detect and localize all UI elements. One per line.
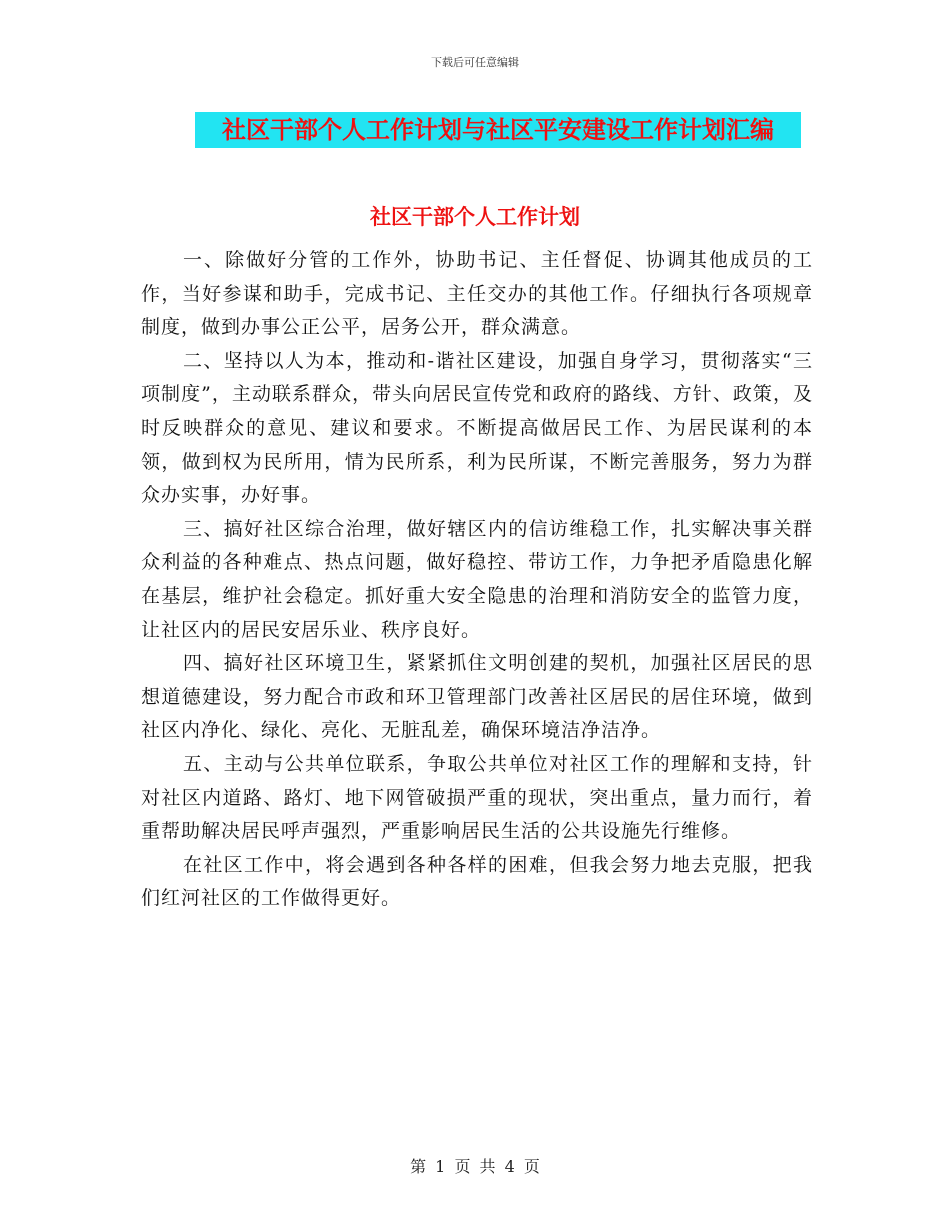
section-title: 社区干部个人工作计划 — [370, 204, 580, 229]
paragraph-3: 三、搞好社区综合治理，做好辖区内的信访维稳工作，扎实解决事关群众利益的各种难点、热点问题，做好稳控、带访工作，力争把矛盾隐患化解在基层，维护社会稳定。抓好重大安全隐患的治理和消防安全的监管力度，让社区内的居民安居乐业、秩序良好。 — [141, 517, 813, 641]
main-title: 社区干部个人工作计划与社区平安建设工作计划汇编 — [222, 115, 774, 144]
page-number: 第 1 页 共 4 页 — [410, 1157, 540, 1176]
paragraph-5: 五、主动与公共单位联系，争取公共单位对社区工作的理解和支持，针对社区内道路、路灯、地下网管破损严重的现状，突出重点，量力而行，着重帮助解决居民呼声强烈，严重影响居民生活的公共设施先行维修。 — [141, 752, 813, 843]
paragraph-6: 在社区工作中，将会遇到各种各样的困难，但我会努力地去克服，把我们红河社区的工作做得更好。 — [141, 853, 813, 910]
paragraph-1: 一、除做好分管的工作外，协助书记、主任督促、协调其他成员的工作，当好参谋和助手，完成书记、主任交办的其他工作。仔细执行各项规章制度，做到办事公正公平，居务公开，群众满意。 — [141, 249, 813, 339]
paragraph-2: 二、坚持以人为本，推动和-谐社区建设，加强自身学习，贯彻落实“三项制度”，主动联系群众，带头向居民宣传党和政府的路线、方针、政策，及时反映群众的意见、建议和要求。不断提高做居民工作、为居民谋利的本领，做到权为民所用，情为民所系，利为民所谋，不断完善服务，努力为群众办实事，办好事。 — [141, 349, 813, 507]
paragraph-4: 四、搞好社区环境卫生，紧紧抓住文明创建的契机，加强社区居民的思想道德建设，努力配合市政和环卫管理部门改善社区居民的居住环境，做到社区内净化、绿化、亮化、无脏乱差，确保环境洁净洁净。 — [141, 652, 813, 742]
header-note: 下载后可任意编辑 — [431, 56, 519, 69]
document-body — [141, 244, 813, 916]
main-title-highlight — [195, 112, 801, 148]
